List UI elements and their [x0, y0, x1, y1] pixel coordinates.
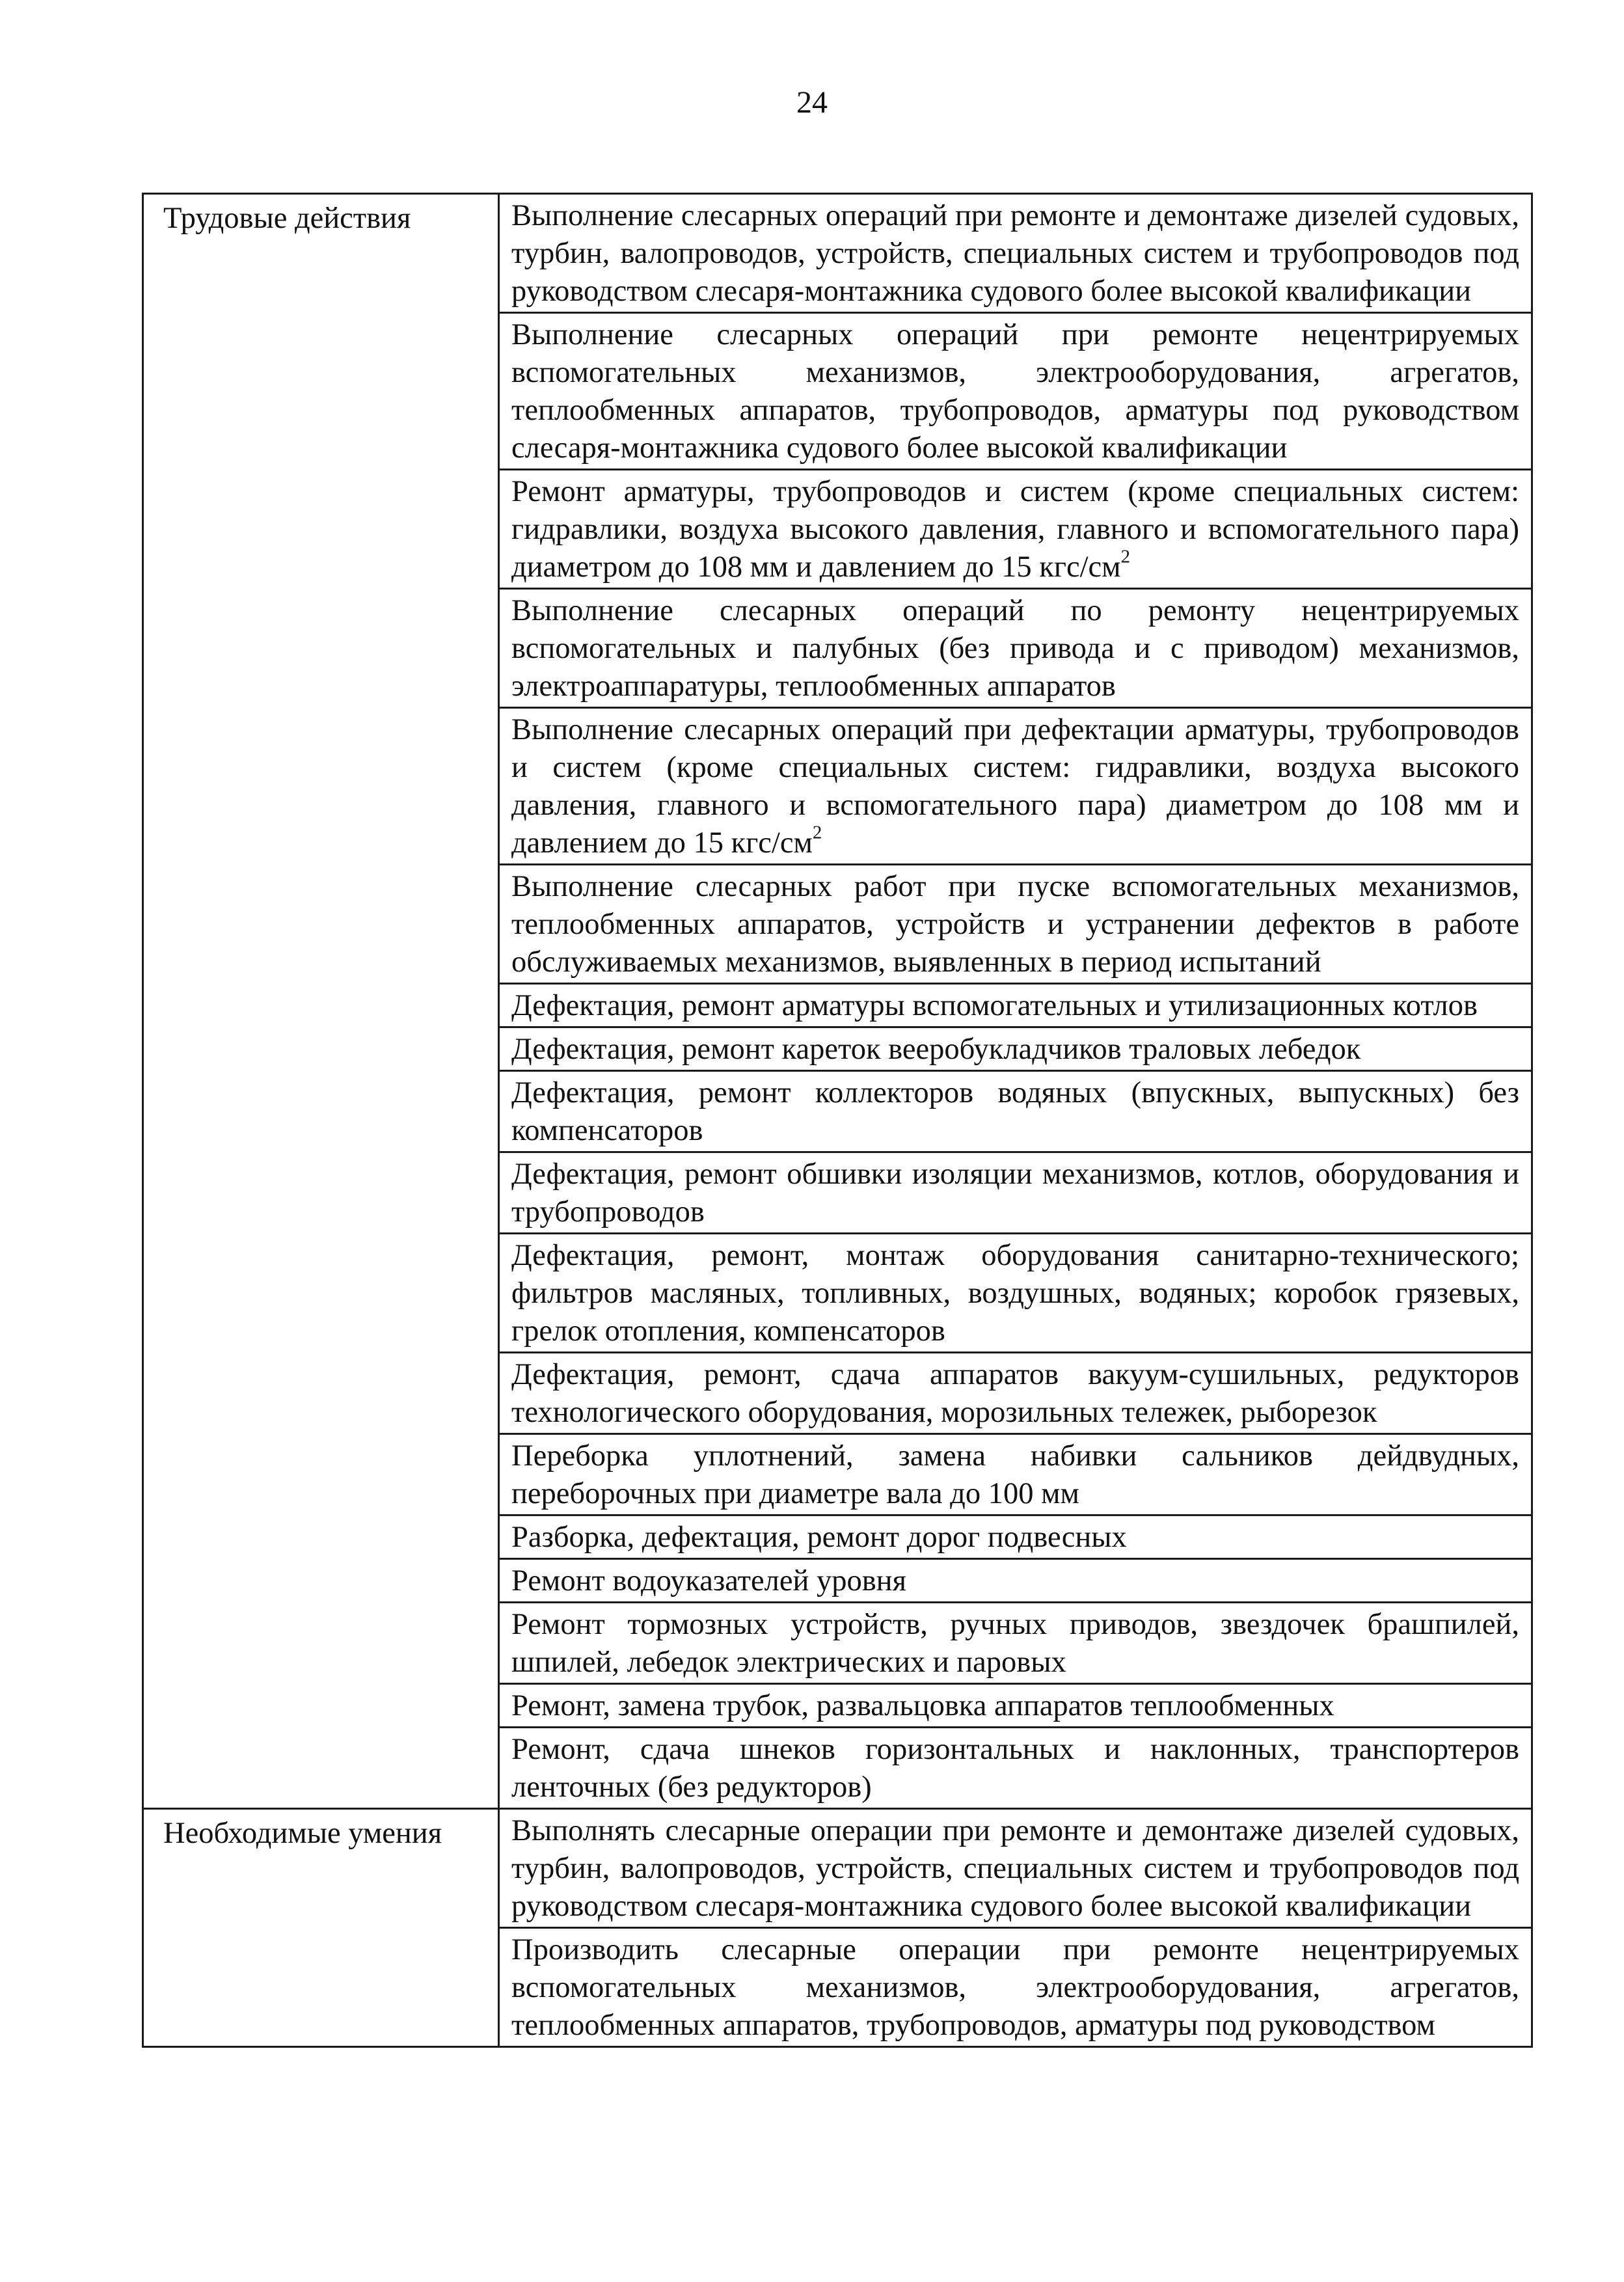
list-item: Дефектация, ремонт обшивки изоляции механизмов, котлов, оборудования и трубопроводов: [499, 1152, 1532, 1234]
table-row: [143, 1809, 1532, 1928]
list-item: [499, 708, 1532, 865]
list-item: Дефектация, ремонт арматуры вспомогательных и утилизационных котлов: [499, 984, 1532, 1027]
list-item: Выполнение слесарных работ при пуске вспомогательных механизмов, теплообменных аппаратов, устройств и устранении дефектов в работе обслуживаемых механизмов, выявленных в период испытаний: [499, 865, 1532, 984]
list-item: Выполнение слесарных операций при ремонте нецентрируемых вспомогательных механизмов, электрооборудования, агрегатов, теплообменных аппаратов, трубопроводов, арматуры под руководством слесаря-монтажника судового более высокой квалификации: [499, 313, 1532, 470]
list-item: [499, 470, 1532, 589]
list-item: Производить слесарные операции при ремонте нецентрируемых вспомогательных механизмов, электрооборудования, агрегатов, теплообменных аппаратов, трубопроводов, арматуры под руководством: [499, 1928, 1532, 2047]
section-label-labor-actions: Трудовые действия: [143, 194, 499, 1809]
list-item: Ремонт тормозных устройств, ручных приводов, звездочек брашпилей, шпилей, лебедок электрических и паровых: [499, 1603, 1532, 1684]
list-item: Дефектация, ремонт, сдача аппаратов вакуум-сушильных, редукторов технологического оборудования, морозильных тележек, рыборезок: [499, 1353, 1532, 1434]
item-text: Выполнение слесарных операций при дефектации арматуры, трубопроводов и систем (кроме специальных систем: гидравлики, воздуха высокого давления, главного и вспомогательного пара) диаметром до 108 мм и давлением до 15 кгс/см: [511, 713, 1519, 860]
list-item: Переборка уплотнений, замена набивки сальников дейдвудных, переборочных при диаметре вала до 100 мм: [499, 1434, 1532, 1515]
superscript-unit: 2: [812, 822, 822, 843]
list-item: Ремонт, сдача шнеков горизонтальных и наклонных, транспортеров ленточных (без редукторов): [499, 1728, 1532, 1809]
list-item: Дефектация, ремонт кареток вееробукладчиков траловых лебедок: [499, 1027, 1532, 1071]
list-item: Выполнение слесарных операций при ремонте и демонтаже дизелей судовых, турбин, валопроводов, устройств, специальных систем и трубопроводов под руководством слесаря-монтажника судового более высокой квалификации: [499, 194, 1532, 313]
section-label-required-skills: Необходимые умения: [143, 1809, 499, 2047]
list-item: Выполнять слесарные операции при ремонте и демонтаже дизелей судовых, турбин, валопроводов, устройств, специальных систем и трубопроводов под руководством слесаря-монтажника судового более высокой квалификации: [499, 1809, 1532, 1928]
list-item: Ремонт, замена трубок, развальцовка аппаратов теплообменных: [499, 1684, 1532, 1728]
page-number: 24: [796, 85, 828, 120]
list-item: Дефектация, ремонт, монтаж оборудования санитарно-технического; фильтров масляных, топливных, воздушных, водяных; коробок грязевых, грелок отопления, компенсаторов: [499, 1234, 1532, 1353]
item-text: Ремонт арматуры, трубопроводов и систем (кроме специальных систем: гидравлики, воздуха высокого давления, главного и вспомогательного пара) диаметром до 108 мм и давлением до 15 кгс/см: [511, 475, 1519, 584]
list-item: Выполнение слесарных операций по ремонту нецентрируемых вспомогательных и палубных (без привода и с приводом) механизмов, электроаппаратуры, теплообменных аппаратов: [499, 589, 1532, 708]
qualification-table: [142, 193, 1533, 2048]
list-item: Разборка, дефектация, ремонт дорог подвесных: [499, 1515, 1532, 1559]
list-item: Дефектация, ремонт коллекторов водяных (впускных, выпускных) без компенсаторов: [499, 1071, 1532, 1152]
superscript-unit: 2: [1120, 546, 1131, 567]
table-row: [143, 194, 1532, 313]
list-item: Ремонт водоуказателей уровня: [499, 1559, 1532, 1603]
